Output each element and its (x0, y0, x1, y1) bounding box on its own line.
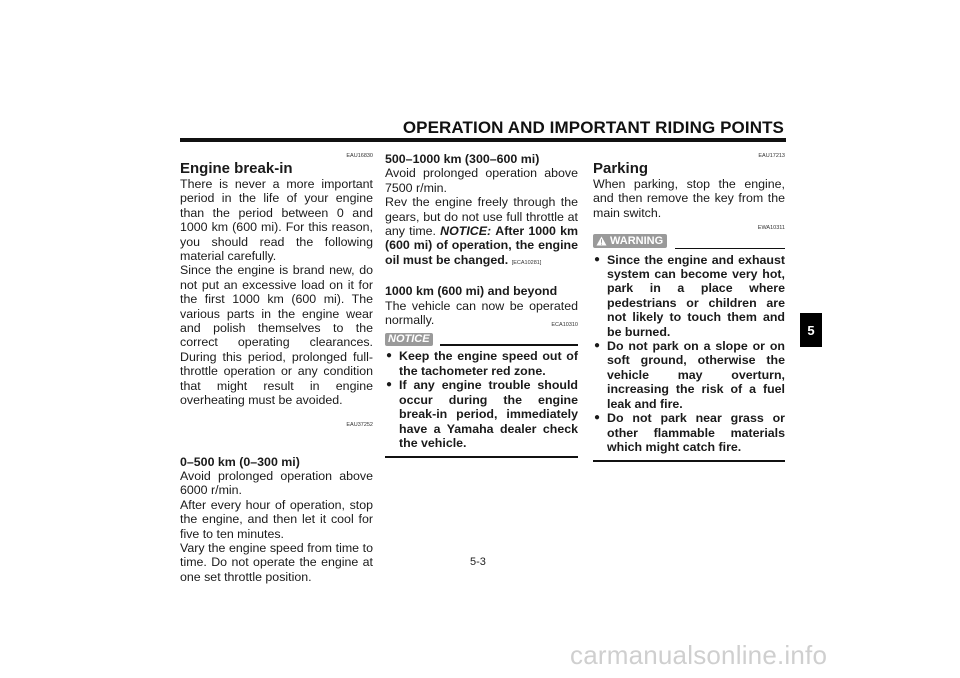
list-item (593, 339, 785, 411)
inline-notice-text: After 1000 km (600 mi) of operation, the engine oil must be changed. (385, 224, 578, 267)
list-item (385, 378, 578, 450)
paragraph: Vary the engine speed from time to time. Do not operate the engine at one set throttle position. (180, 540, 373, 584)
column-parking (593, 152, 785, 462)
notice-rule (440, 344, 578, 345)
bullet-icon: ● (386, 350, 393, 362)
notice-label: NOTICE (385, 333, 433, 346)
warning-bullets (593, 253, 785, 455)
bullet-icon: ● (594, 412, 601, 424)
page-header-title: OPERATION AND IMPORTANT RIDING POINTS (402, 118, 784, 137)
warning-label-box (593, 234, 667, 248)
list-item (385, 349, 578, 378)
paragraph: The vehicle can now be operated normally. (385, 298, 578, 328)
header-rule (180, 138, 786, 142)
bullet-icon: ● (594, 253, 601, 265)
section-heading: Engine break-in (180, 160, 293, 177)
warning-box (593, 234, 785, 461)
bullet-icon: ● (594, 340, 601, 352)
bullet-text: Do not park on a slope or on soft ground, otherwise the vehicle may overturn, increasing the risk of a fuel leak and fire. (607, 339, 785, 411)
paragraph: When parking, stop the engine, and then remove the key from the main switch. (593, 177, 785, 220)
warning-rule-bottom (593, 460, 785, 461)
subsection-heading: 1000 km (600 mi) and beyond (385, 284, 558, 299)
inline-notice-label: NOTICE: (440, 224, 492, 239)
warning-label: WARNING (610, 235, 664, 248)
warning-rule (675, 248, 785, 249)
paragraph-with-notice (385, 195, 578, 270)
list-item (593, 411, 785, 454)
paragraph-text: Rev the engine freely through the gears, but do not use full throttle at any time. (385, 195, 578, 239)
notice-bullets (385, 349, 578, 450)
list-item (593, 253, 785, 339)
watermark-text: carmanualsonline.info (570, 640, 828, 670)
notice-rule-bottom (385, 456, 578, 457)
column-break-in-stages (385, 152, 578, 458)
paragraph: After every hour of operation, stop the engine, and then let it cool for five to ten minutes. (180, 497, 373, 541)
bullet-text: Do not park near grass or other flammable materials which might catch fire. (607, 411, 785, 454)
bullet-text: If any engine trouble should occur during the engine break-in period, immediately have a Yamaha dealer check the vehicle. (399, 378, 578, 450)
paragraph: Avoid prolonged operation above 7500 r/min. (385, 166, 578, 195)
subsection-heading: 500–1000 km (300–600 mi) (385, 152, 540, 166)
section-heading: Parking (593, 160, 649, 177)
paragraph: Since the engine is brand new, do not put an excessive load on it for the first 1000 km (600 mi). The various parts in the engine wear and polish themselves to the correct operating clearances. During this period, prolonged full-throttle operation or any condition that might result in engine overheating must be avoided. (180, 263, 373, 408)
bullet-text: Since the engine and exhaust system can become very hot, park in a place where pedestrians or children are not likely to touch them and be burned. (607, 252, 785, 339)
notice-box (385, 322, 578, 457)
warning-code: EWA10311 (757, 225, 785, 232)
paragraph: There is never a more important period in the life of your engine than the period between 0 and 1000 km (600 mi). For this reason, you should read the following material carefully. (180, 177, 373, 264)
notice-code: ECA10310 (551, 322, 578, 329)
warning-triangle-icon (596, 236, 607, 246)
page-number: 5-3 (470, 556, 486, 568)
column-engine-break-in (180, 152, 373, 584)
bullet-text: Keep the engine speed out of the tachometer red zone. (399, 349, 578, 378)
section-code: EAU37252 (346, 421, 373, 428)
section-code: EAU16830 (346, 153, 373, 159)
section-code: EAU17213 (758, 153, 785, 159)
bullet-icon: ● (386, 379, 393, 391)
paragraph: Avoid prolonged operation above 6000 r/min. (180, 468, 373, 498)
inline-notice-code: [ECA10281] (511, 259, 542, 266)
subsection-heading: 0–500 km (0–300 mi) (180, 454, 300, 469)
chapter-tab[interactable]: 5 (800, 313, 822, 347)
